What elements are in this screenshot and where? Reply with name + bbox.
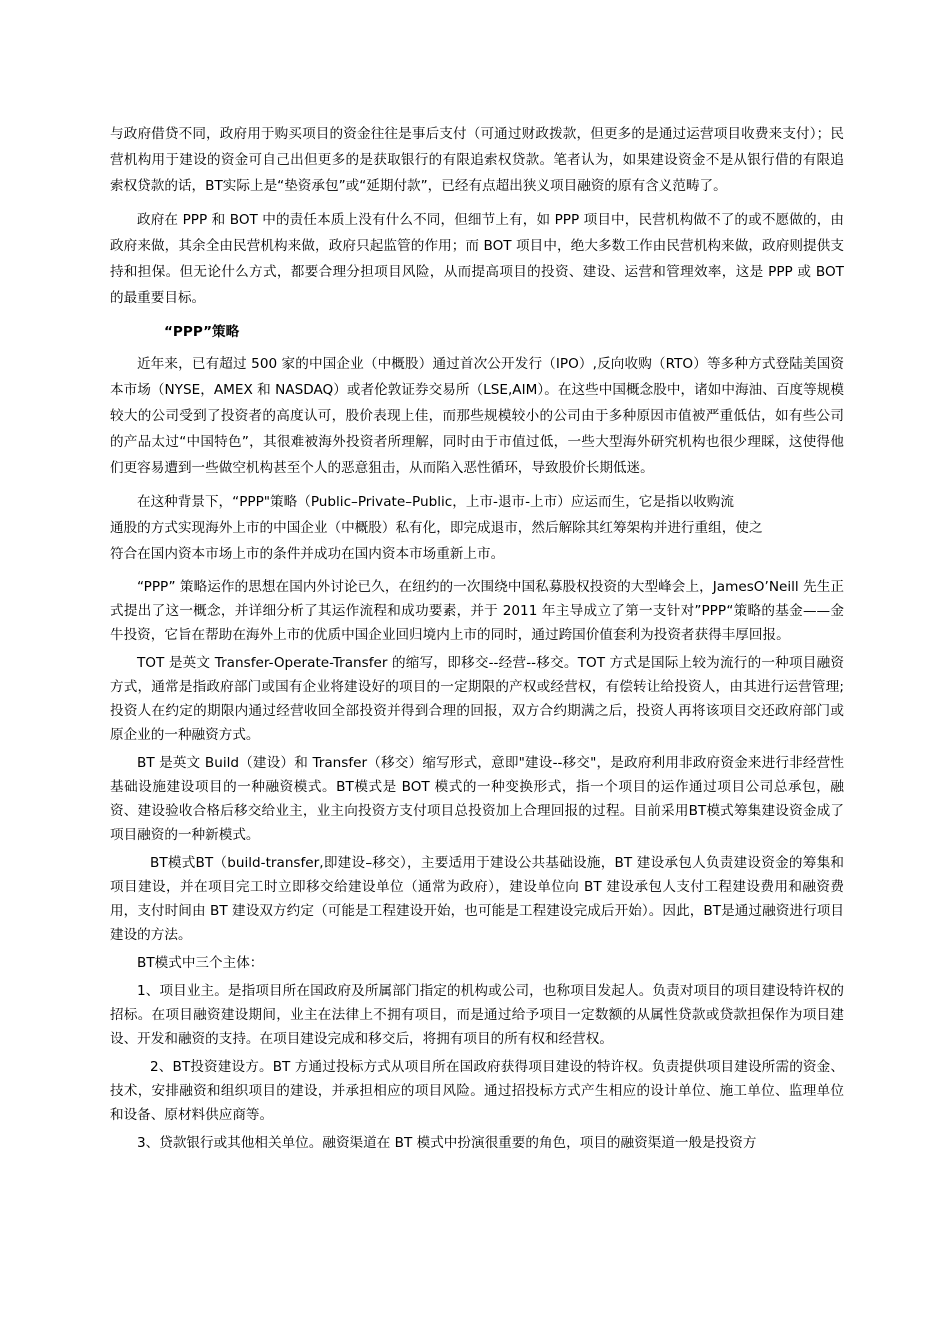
paragraph-8: BT模式BT（build-transfer,即建设–移交），主要适用于建设公共基础设施，BT 建设承包人负责建设资金的筹集和项目建设，并在项目完工时立即移交给建设单位（通常为政府），建设单位向 BT 建设承包人支付工程建设费用和融资费用，支付时间由 BT 建设双方约定（可能是工程建设开始，也可能是工程建设完成后开始）。因此，BT是通过融资进行项目建设的方法。	[110, 855, 844, 943]
paragraph-3: 近年来，已有超过 500 家的中国企业（中概股）通过首次公开发行（IPO）,反向收购（RTO）等多种方式登陆美国资本市场（NYSE，AMEX 和 NASDAQ）或者伦敦证券交易所（LSE,AIM）。在这些中国概念股中，诸如中海油、百度等规模较大的公司受到了投资者的高度认可，股价表现上佳，而那些规模较小的公司由于多种原因市值被严重低估，如有些公司的产品太过“中国特色”，其很难被海外投资者所理解，同时由于市值过低，一些大型海外研究机构也很少理睬，这使得他们更容易遭到一些做空机构甚至个人的恶意狙击，从而陷入恶性循环，导致股价长期低迷。	[110, 356, 844, 476]
document-body	[110, 121, 844, 1159]
paragraph-4: 在这种背景下，“PPP"策略（Public–Private–Public，上市-退市-上市）应运而生，它是指以收购流 通股的方式实现海外上市的中国企业（中概股）私有化，即完成退市，然后解除其红筹架构并进行重组，使之 符合在国内资本市场上市的条件并成功在国内资本市场重新上市。	[110, 494, 763, 562]
paragraph-11: 2、BT投资建设方。BT 方通过投标方式从项目所在国政府获得项目建设的特许权。负责提供项目建设所需的资金、技术，安排融资和组织项目的建设，并承担相应的项目风险。通过招投标方式产生相应的设计单位、施工单位、监理单位和设备、原材料供应商等。	[110, 1059, 844, 1123]
section-heading-ppp: “PPP”策略	[164, 324, 240, 340]
paragraph-10: 1、项目业主。是指项目所在国政府及所属部门指定的机构或公司，也称项目发起人。负责对项目的项目建设特许权的招标。在项目融资建设期间，业主在法律上不拥有项目，而是通过给予项目一定数额的从属性贷款或贷款担保作为项目建设、开发和融资的支持。在项目建设完成和移交后，将拥有项目的所有权和经营权。	[110, 983, 844, 1047]
paragraph-5: “PPP” 策略运作的思想在国内外讨论已久，在纽约的一次围绕中国私募股权投资的大型峰会上，JamesO’Neill 先生正式提出了这一概念，并详细分析了其运作流程和成功要素，并于 2011 年主导成立了第一支针对”PPP“策略的基金——金牛投资，它旨在帮助在海外上市的优质中国企业回归境内上市的同时，通过跨国价值套利为投资者获得丰厚回报。	[110, 579, 844, 643]
paragraph-9: BT模式中三个主体：	[137, 955, 264, 971]
paragraph-6: TOT 是英文 Transfer-Operate-Transfer 的缩写，即移交--经营--移交。TOT 方式是国际上较为流行的一种项目融资方式，通常是指政府部门或国有企业将建设好的项目的一定期限的产权或经营权，有偿转让给投资人，由其进行运营管理;投资人在约定的期限内通过经营收回全部投资并得到合理的回报，双方合约期满之后，投资人再将该项目交还政府部门或原企业的一种融资方式。	[110, 655, 844, 743]
paragraph-2: 政府在 PPP 和 BOT 中的责任本质上没有什么不同，但细节上有，如 PPP 项目中，民营机构做不了的或不愿做的，由政府来做，其余全由民营机构来做，政府只起监管的作用；而 BOT 项目中，绝大多数工作由民营机构来做，政府则提供支持和担保。但无论什么方式，都要合理分担项目风险，从而提高项目的投资、建设、运营和管理效率，这是 PPP 或 BOT 的最重要目标。	[110, 212, 844, 306]
paragraph-1: 与政府借贷不同，政府用于购买项目的资金往往是事后支付（可通过财政拨款，但更多的是通过运营项目收费来支付）；民营机构用于建设的资金可自己出但更多的是获取银行的有限追索权贷款。笔者认为，如果建设资金不是从银行借的有限追索权贷款的话，BT实际上是“垫资承包”或“延期付款”，已经有点超出狭义项目融资的原有含义范畴了。	[110, 126, 844, 194]
paragraph-7: BT 是英文 Build（建设）和 Transfer（移交）缩写形式，意即"建设--移交"，是政府利用非政府资金来进行非经营性基础设施建设项目的一种融资模式。BT模式是 BOT 模式的一种变换形式，指一个项目的运作通过项目公司总承包，融资、建设验收合格后移交给业主，业主向投资方支付项目总投资加上合理回报的过程。目前采用BT模式筹集建设资金成了项目融资的一种新模式。	[110, 755, 844, 843]
paragraph-12: 3、贷款银行或其他相关单位。融资渠道在 BT 模式中扮演很重要的角色，项目的融资渠道一般是投资方	[137, 1135, 757, 1151]
